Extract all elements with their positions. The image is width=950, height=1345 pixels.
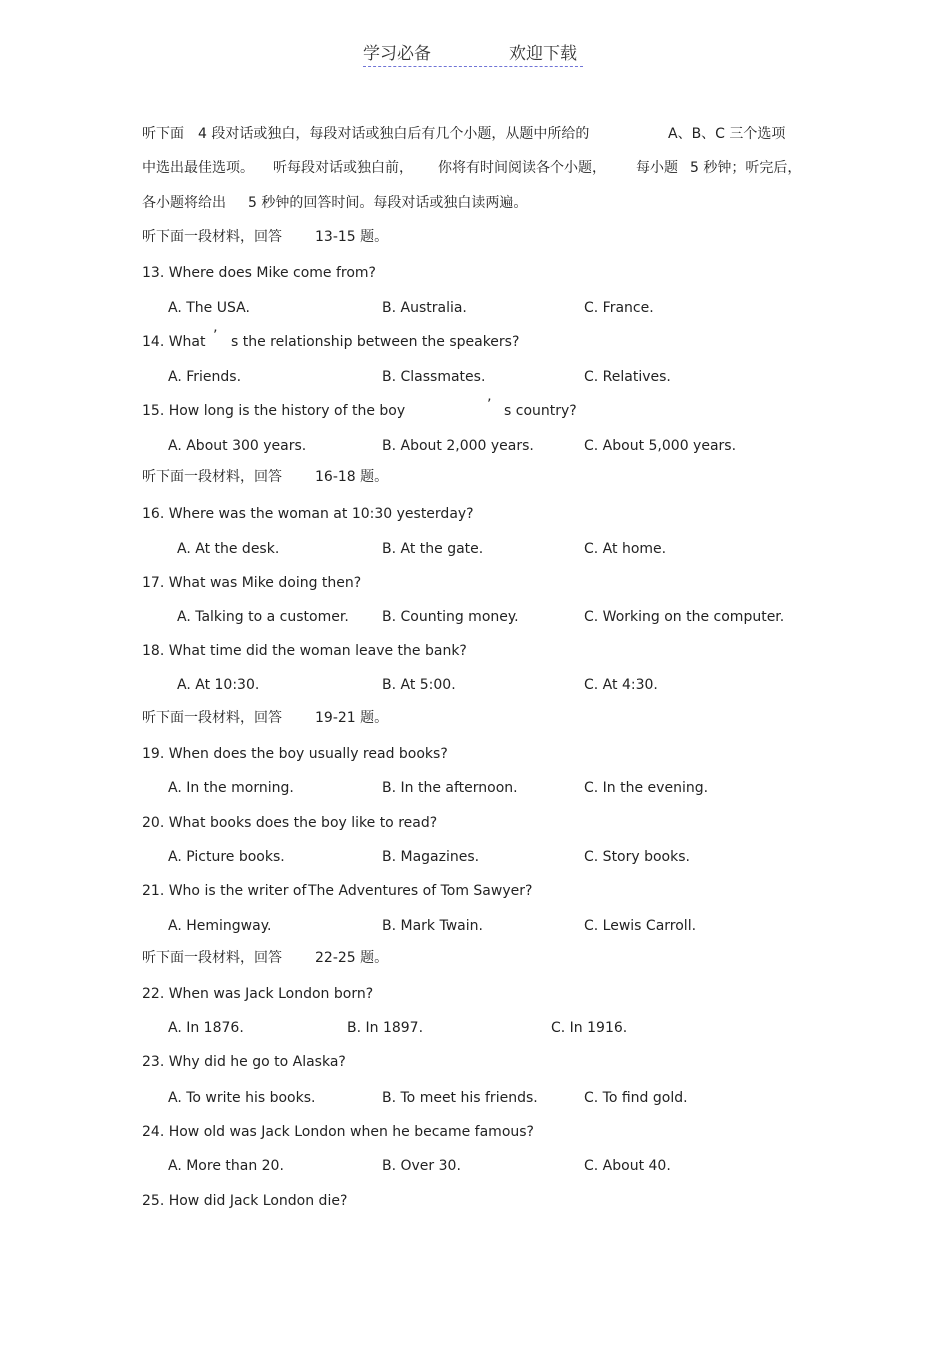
q23-option-a: A. To write his books. bbox=[168, 1090, 316, 1106]
question-14-part1: 14. What bbox=[142, 334, 206, 350]
q22-option-c: C. In 1916. bbox=[551, 1020, 628, 1036]
question-18: 18. What time did the woman leave the bank? bbox=[142, 643, 467, 659]
header-left-text: 学习必备 bbox=[363, 44, 431, 64]
instructions-line3-a: 各小题将给出 bbox=[142, 195, 226, 211]
section-heading-range: 13-15 题。 bbox=[315, 229, 389, 245]
question-15-apostrophe: ’ bbox=[487, 397, 492, 413]
question-14-apostrophe: ’ bbox=[213, 328, 218, 344]
question-21-part2: The Adventures of Tom Sawyer? bbox=[308, 883, 533, 899]
question-14-part2: s the relationship between the speakers? bbox=[231, 334, 520, 350]
instructions-line2-a: 中选出最佳选项。 bbox=[142, 160, 254, 176]
question-22: 22. When was Jack London born? bbox=[142, 986, 374, 1002]
q21-option-a: A. Hemingway. bbox=[168, 918, 272, 934]
q13-option-c: C. France. bbox=[584, 300, 654, 316]
q16-option-a: A. At the desk. bbox=[177, 541, 280, 557]
q13-option-a: A. The USA. bbox=[168, 300, 250, 316]
q20-option-a: A. Picture books. bbox=[168, 849, 285, 865]
q24-option-c: C. About 40. bbox=[584, 1158, 671, 1174]
q19-option-c: C. In the evening. bbox=[584, 780, 709, 796]
q14-option-c: C. Relatives. bbox=[584, 369, 671, 385]
instructions-line1-b: 4 段对话或独白，每段对话或独白后有几个小题，从题中所给的 bbox=[198, 126, 590, 142]
q21-option-b: B. Mark Twain. bbox=[382, 918, 483, 934]
q17-option-a: A. Talking to a customer. bbox=[177, 609, 349, 625]
question-24: 24. How old was Jack London when he became famous? bbox=[142, 1124, 534, 1140]
q15-option-a: A. About 300 years. bbox=[168, 438, 307, 454]
section-heading-prefix: 听下面一段材料，回答 bbox=[142, 710, 282, 726]
section-heading-range: 22-25 题。 bbox=[315, 950, 389, 966]
q19-option-a: A. In the morning. bbox=[168, 780, 294, 796]
q18-option-c: C. At 4:30. bbox=[584, 677, 658, 693]
q23-option-b: B. To meet his friends. bbox=[382, 1090, 538, 1106]
question-25: 25. How did Jack London die? bbox=[142, 1193, 348, 1209]
section-heading-prefix: 听下面一段材料，回答 bbox=[142, 950, 282, 966]
question-23: 23. Why did he go to Alaska? bbox=[142, 1054, 346, 1070]
q20-option-b: B. Magazines. bbox=[382, 849, 480, 865]
q18-option-a: A. At 10:30. bbox=[177, 677, 260, 693]
instructions-line2-d: 每小题 bbox=[636, 160, 678, 176]
question-13: 13. Where does Mike come from? bbox=[142, 265, 376, 281]
section-heading-prefix: 听下面一段材料，回答 bbox=[142, 469, 282, 485]
header-right-text: 欢迎下载 bbox=[509, 44, 577, 64]
q22-option-b: B. In 1897. bbox=[347, 1020, 424, 1036]
question-20: 20. What books does the boy like to read? bbox=[142, 815, 438, 831]
q16-option-c: C. At home. bbox=[584, 541, 667, 557]
q17-option-b: B. Counting money. bbox=[382, 609, 519, 625]
q24-option-b: B. Over 30. bbox=[382, 1158, 461, 1174]
q15-option-c: C. About 5,000 years. bbox=[584, 438, 737, 454]
question-21-part1: 21. Who is the writer of bbox=[142, 883, 307, 899]
q14-option-b: B. Classmates. bbox=[382, 369, 486, 385]
q18-option-b: B. At 5:00. bbox=[382, 677, 456, 693]
question-15-part2: s country? bbox=[504, 403, 577, 419]
q15-option-b: B. About 2,000 years. bbox=[382, 438, 534, 454]
q13-option-b: B. Australia. bbox=[382, 300, 467, 316]
question-15-part1: 15. How long is the history of the boy bbox=[142, 403, 406, 419]
q14-option-a: A. Friends. bbox=[168, 369, 242, 385]
instructions-line2-b: 听每段对话或独白前， bbox=[273, 160, 413, 176]
q19-option-b: B. In the afternoon. bbox=[382, 780, 518, 796]
q20-option-c: C. Story books. bbox=[584, 849, 690, 865]
question-17: 17. What was Mike doing then? bbox=[142, 575, 362, 591]
question-19: 19. When does the boy usually read books? bbox=[142, 746, 448, 762]
page-header bbox=[363, 44, 583, 67]
instructions-line1-c: A、B、C 三个选项 bbox=[668, 126, 786, 142]
instructions-line1-a: 听下面 bbox=[142, 126, 184, 142]
section-heading-range: 19-21 题。 bbox=[315, 710, 389, 726]
q17-option-c: C. Working on the computer. bbox=[584, 609, 785, 625]
q22-option-a: A. In 1876. bbox=[168, 1020, 244, 1036]
q16-option-b: B. At the gate. bbox=[382, 541, 484, 557]
instructions-line3-b: 5 秒钟的回答时间。每段对话或独白读两遍。 bbox=[248, 195, 528, 211]
q24-option-a: A. More than 20. bbox=[168, 1158, 284, 1174]
section-heading-range: 16-18 题。 bbox=[315, 469, 389, 485]
instructions-line2-e: 5 秒钟；听完后， bbox=[690, 160, 802, 176]
question-16: 16. Where was the woman at 10:30 yesterday? bbox=[142, 506, 474, 522]
section-heading-prefix: 听下面一段材料，回答 bbox=[142, 229, 282, 245]
instructions-line2-c: 你将有时间阅读各个小题， bbox=[438, 160, 606, 176]
q23-option-c: C. To find gold. bbox=[584, 1090, 688, 1106]
q21-option-c: C. Lewis Carroll. bbox=[584, 918, 697, 934]
